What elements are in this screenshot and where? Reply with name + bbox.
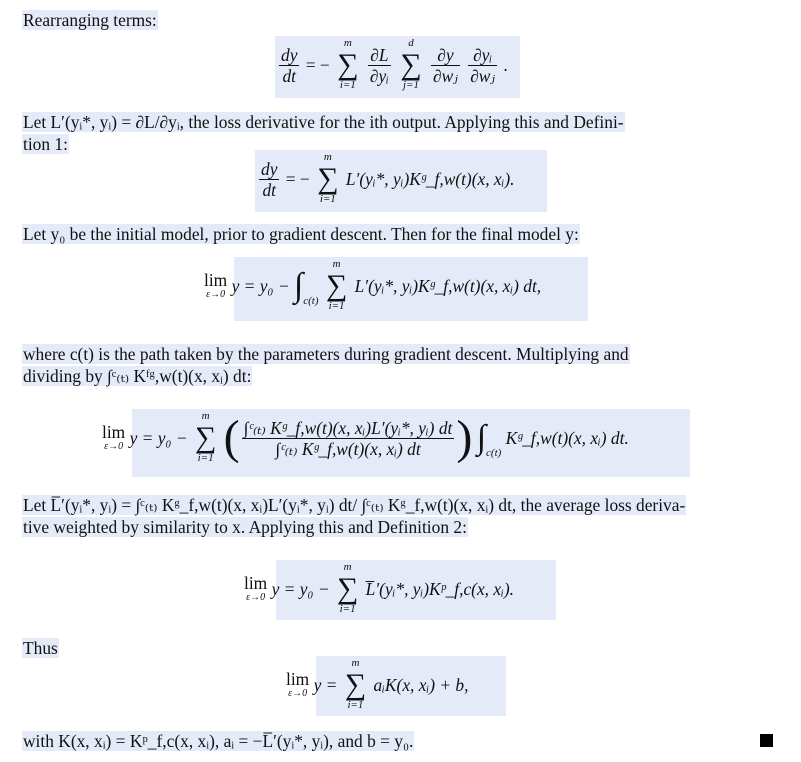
fraction-weighted-loss: $\frac{\text{∫ᶜ₍ₜ₎ Kᵍ\_f,w(t)(x, xᵢ)L′(yᵢ*, yᵢ) dt}}{\text{∫ᶜ₍ₜ₎ Kᵍ\_f,w(t)(x, xᵢ) dt}}$ [243, 417, 453, 459]
fraction-dy-dt: $\frac{dy}{dt}$ [281, 44, 298, 86]
equation-4: lim ε→0 y = y₀ − m ∑ i=1 ( $\frac{\text{∫ᶜ₍ₜ₎ Kᵍ\_f,w(t)(x, xᵢ)L′(yᵢ*, yᵢ) dt}}{\text{∫ᶜ₍ₜ₎ Kᵍ\_f,w(t)(x, xᵢ) dt}}$ ) $\int_{c(t)}$ Kᵍ_f,w(t)(x, xᵢ) dt. [100, 405, 710, 480]
sum-operator: m ∑ i=1 [337, 37, 359, 91]
fraction-partial-yi: $\frac{\text{∂yᵢ}}{\text{∂wⱼ}}$ [470, 44, 495, 86]
paragraph-conclusion [22, 730, 722, 752]
equation-3: lim ε→0 $y = y_0 - \int_{c(t)}$ m ∑ i=1 L′(yᵢ*, yᵢ)Kᵍ_f,w(t)(x, xᵢ) dt, [200, 253, 600, 325]
paragraph-rearranging [22, 9, 780, 31]
equation-1: $\frac{dy}{dt}$ = − m ∑ i=1 $\frac{\partial L}{\text{∂yᵢ}}$ d ∑ j=1 $\frac{\partial y}{\text{∂wⱼ}}$ $\frac{\text{∂yᵢ}}{\text{∂wⱼ}}$ . [265, 36, 525, 98]
text-line: dividing by ∫ᶜ₍ₜ₎ Kᶠᵍ,w(t)(x, xᵢ) dt: [23, 366, 252, 386]
paragraph-path-taken [22, 343, 780, 387]
text-line: Let L′(yᵢ*, yᵢ) = ∂L/∂yᵢ, the loss derivative for the ith output. Applying this and Defini- [23, 112, 624, 132]
equation-2: $\frac{dy}{dt}$ = − m ∑ i=1 L′(yᵢ*, yᵢ)Kᵍ_f,w(t)(x, xᵢ). [245, 150, 555, 212]
sum-operator: m ∑ i=1 [317, 151, 339, 205]
text-line: Thus [23, 638, 58, 658]
equation-tail: Kᵍ_f,w(t)(x, xᵢ) dt. [505, 428, 629, 448]
paragraph-let-loss-derivative [22, 111, 780, 155]
right-paren: ) [456, 411, 473, 464]
left-paren: ( [223, 411, 240, 464]
equation-body: L̅′(yᵢ*, yᵢ)Kᵖ_f,c(x, xᵢ). [365, 579, 514, 599]
sum-operator: m ∑ i=1 [344, 657, 367, 711]
integral-sign: ∫ [293, 267, 304, 304]
text-line: Rearranging terms: [23, 10, 157, 30]
limit-operator: lim ε→0 [286, 669, 310, 699]
fraction-partial-y: $\frac{\partial y}{\text{∂wⱼ}}$ [433, 44, 458, 86]
equation-6: lim ε→0 y = m ∑ i=1 aᵢK(x, xᵢ) + b, [282, 654, 522, 719]
fraction-partial-l: $\frac{\partial L}{\text{∂yᵢ}}$ [369, 44, 389, 86]
paragraph-average-loss [22, 494, 780, 538]
integral-sign: ∫ [476, 419, 487, 456]
text-line: with K(x, xᵢ) = Kᵖ_f,c(x, xᵢ), aᵢ = −L̅′(yᵢ*, yᵢ), and b = y₀. [23, 731, 414, 751]
text-line: where c(t) is the path taken by the parameters during gradient descent. Multiplying and [23, 344, 629, 364]
sum-operator: m ∑ i=1 [336, 561, 359, 615]
equation-5: lim ε→0 y = y₀ − m ∑ i=1 L̅′(yᵢ*, yᵢ)Kᵖ_f,c(x, xᵢ). [240, 558, 570, 623]
text-line: tion 1: [23, 134, 68, 154]
paragraph-initial-model [22, 223, 780, 245]
equation-body: L′(yᵢ*, yᵢ)Kᵍ_f,w(t)(x, xᵢ) dt, [354, 276, 542, 296]
sum-operator: m ∑ i=1 [194, 410, 217, 464]
text-line: Let y₀ be the initial model, prior to gradient descent. Then for the final model y: [23, 224, 579, 244]
fraction-dy-dt: $\frac{dy}{dt}$ [261, 158, 278, 200]
equation-body: L′(yᵢ*, yᵢ)Kᵍ_f,w(t)(x, xᵢ). [345, 169, 515, 189]
equation-body: aᵢK(x, xᵢ) + b, [373, 675, 469, 695]
sum-operator: m ∑ i=1 [325, 258, 348, 312]
text-line: tive weighted by similarity to x. Applying this and Definition 2: [23, 517, 467, 537]
sum-operator: d ∑ j=1 [400, 37, 422, 91]
limit-operator: lim ε→0 [244, 573, 268, 603]
text-line: Let L̅′(yᵢ*, yᵢ) = ∫ᶜ₍ₜ₎ Kᵍ_f,w(t)(x, xᵢ)L′(yᵢ*, yᵢ) dt/ ∫ᶜ₍ₜ₎ Kᵍ_f,w(t)(x, xᵢ) dt, the average loss deriva- [23, 495, 686, 515]
qed-square-icon [760, 734, 773, 747]
limit-operator: lim ε→0 [204, 270, 228, 300]
limit-operator: lim ε→0 [102, 422, 126, 452]
